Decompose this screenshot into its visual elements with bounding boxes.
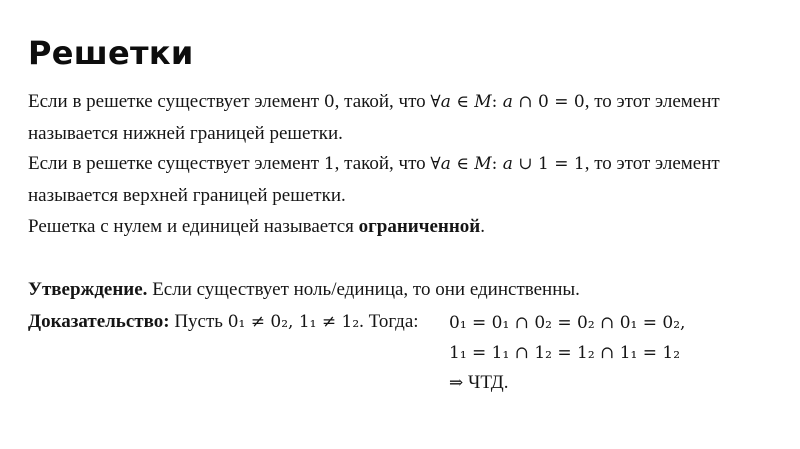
lower-bound-definition-line1 <box>28 91 720 113</box>
lower-bound-definition-line2: называется нижней границей решетки. <box>28 123 343 144</box>
implies-arrow: ⇒ <box>449 373 464 393</box>
text-segment: Если в решетке существует элемент <box>28 153 320 174</box>
statement-label: Утверждение. <box>28 279 148 300</box>
upper-bound-definition-line2: называется верхней границей решетки. <box>28 185 346 206</box>
text-segment: . Тогда: <box>359 311 419 332</box>
text-segment: Решетка с нулем и единицей называется <box>28 216 354 237</box>
proof-equation-one: 1₁ = 1₁ ∩ 1₂ = 1₂ ∩ 1₁ = 1₂ <box>449 343 681 363</box>
text-segment: Если в решетке существует элемент <box>28 91 320 112</box>
math-formula: ∀a ∈ M: a ∩ 0 = 0 <box>430 92 585 112</box>
statement-text: Если существует ноль/единица, то они единственны. <box>152 279 580 300</box>
statement <box>28 279 580 301</box>
proof-conclusion <box>449 372 508 394</box>
text-segment: , такой, что <box>334 153 426 174</box>
proof-assumption: 0₁ ≠ 0₂, 1₁ ≠ 1₂ <box>227 312 360 332</box>
math-one: 1 <box>323 154 335 174</box>
text-segment: , такой, что <box>334 91 426 112</box>
text-segment: , то этот элемент <box>584 153 720 174</box>
math-zero: 0 <box>323 92 335 112</box>
text-segment: Пусть <box>174 311 223 332</box>
bold-term: ограниченной <box>358 216 481 237</box>
text-segment: . <box>480 216 485 237</box>
proof-equation-zero: 0₁ = 0₁ ∩ 0₂ = 0₂ ∩ 0₁ = 0₂, <box>449 313 686 333</box>
proof-label: Доказательство: <box>28 311 170 332</box>
text-segment: , то этот элемент <box>584 91 720 112</box>
proof-line1 <box>28 311 419 333</box>
math-formula: ∀a ∈ M: a ∪ 1 = 1 <box>430 154 585 174</box>
qed-text: ЧТД. <box>468 372 509 393</box>
slide-title: Решетки <box>28 34 194 72</box>
upper-bound-definition-line1 <box>28 153 720 175</box>
bounded-lattice-definition <box>28 216 485 238</box>
